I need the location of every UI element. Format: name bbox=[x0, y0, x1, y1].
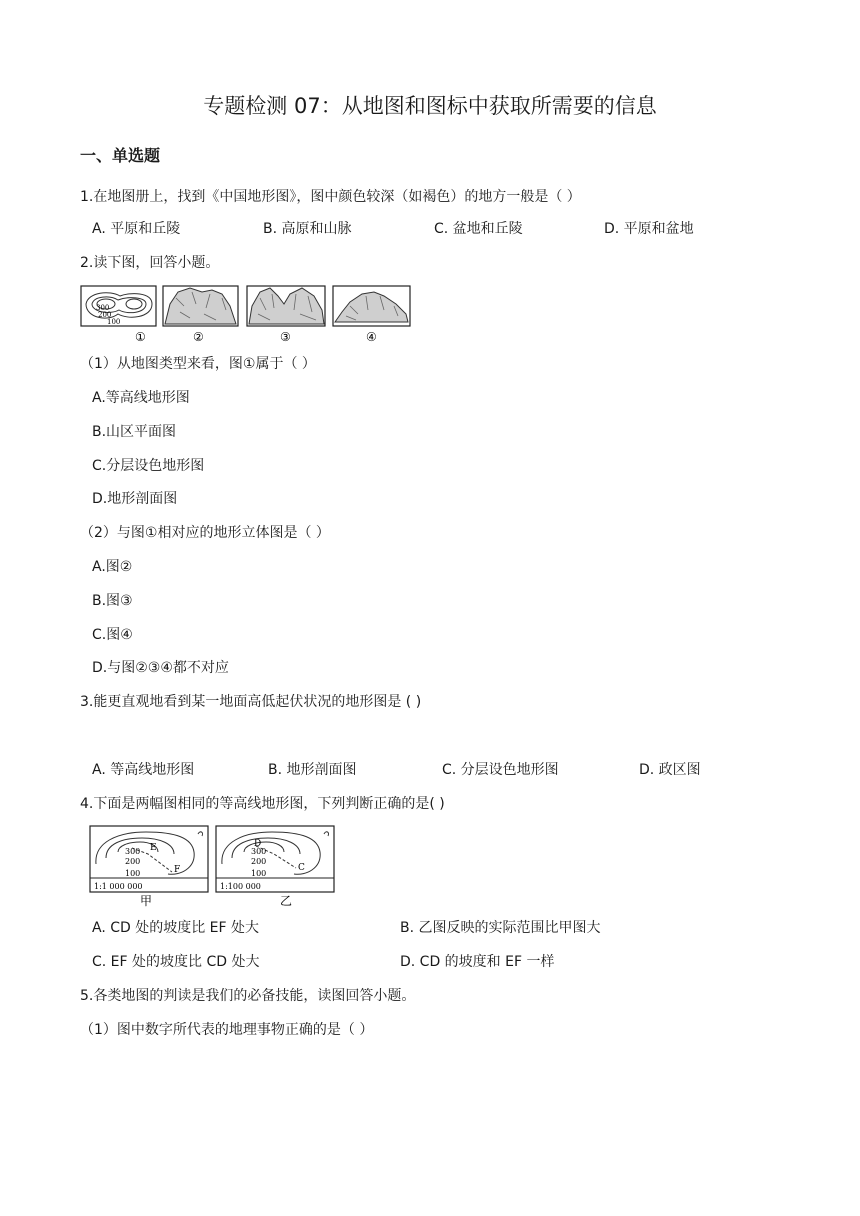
panel-label-2: ② bbox=[193, 330, 204, 344]
point-c-label: C bbox=[298, 863, 305, 873]
map-jia-label: 甲 bbox=[140, 894, 153, 908]
q3-option-b[interactable]: B. 地形剖面图 bbox=[268, 762, 357, 778]
contour-label-300: 300 bbox=[96, 304, 110, 312]
yi-contour-200: 200 bbox=[251, 857, 267, 866]
yi-contour-300: 300 bbox=[251, 847, 267, 856]
map-jia bbox=[90, 826, 208, 908]
q2-sub2-option-a[interactable]: A.图② bbox=[92, 559, 133, 575]
q3-option-c[interactable]: C. 分层设色地形图 bbox=[442, 762, 559, 778]
q2-sub2-text: （2）与图①相对应的地形立体图是（ ） bbox=[80, 525, 330, 541]
panel-label-3: ③ bbox=[280, 330, 291, 344]
question-2-text: 2.读下图，回答小题。 bbox=[80, 255, 220, 271]
panel-label-4: ④ bbox=[366, 330, 377, 344]
yi-contour-100: 100 bbox=[251, 869, 267, 878]
q2-sub1-option-a[interactable]: A.等高线地形图 bbox=[92, 390, 190, 406]
terrain-panel-3 bbox=[247, 286, 325, 326]
contour-map-panel bbox=[81, 286, 156, 326]
section-title: 一、单选题 bbox=[80, 146, 161, 165]
page-title: 专题检测 07：从地图和图标中获取所需要的信息 bbox=[203, 94, 657, 118]
q4-option-d[interactable]: D. CD 的坡度和 EF 一样 bbox=[400, 954, 555, 970]
q1-option-a[interactable]: A. 平原和丘陵 bbox=[92, 221, 181, 237]
terrain-figure bbox=[80, 284, 412, 346]
question-3-text: 3.能更直观地看到某一地面高低起伏状况的地形图是 ( ) bbox=[80, 694, 422, 710]
point-e-label: E bbox=[150, 843, 157, 853]
point-d-label: D bbox=[254, 839, 262, 849]
q1-option-b[interactable]: B. 高原和山脉 bbox=[263, 221, 352, 237]
q3-option-d[interactable]: D. 政区图 bbox=[639, 762, 701, 778]
contour-label-100: 100 bbox=[107, 318, 121, 326]
q2-sub1-option-b[interactable]: B.山区平面图 bbox=[92, 424, 177, 440]
q3-option-a[interactable]: A. 等高线地形图 bbox=[92, 762, 195, 778]
panel-label-1: ① bbox=[135, 330, 146, 344]
q4-option-a[interactable]: A. CD 处的坡度比 EF 处大 bbox=[92, 920, 260, 936]
q1-option-d[interactable]: D. 平原和盆地 bbox=[604, 221, 694, 237]
q2-sub2-option-c[interactable]: C.图④ bbox=[92, 627, 133, 643]
jia-contour-100: 100 bbox=[125, 869, 141, 878]
terrain-panel-4 bbox=[333, 286, 410, 326]
q2-sub1-option-c[interactable]: C.分层设色地形图 bbox=[92, 458, 205, 474]
q4-option-c[interactable]: C. EF 处的坡度比 CD 处大 bbox=[92, 954, 260, 970]
jia-contour-300: 300 bbox=[125, 847, 141, 856]
q4-option-b[interactable]: B. 乙图反映的实际范围比甲图大 bbox=[400, 920, 601, 936]
jia-scale: 1:1 000 000 bbox=[94, 882, 143, 891]
map-yi-label: 乙 bbox=[280, 894, 293, 908]
q2-sub2-option-b[interactable]: B.图③ bbox=[92, 593, 133, 609]
question-5-text: 5.各类地图的判读是我们的必备技能，读图回答小题。 bbox=[80, 988, 416, 1004]
jia-contour-200: 200 bbox=[125, 857, 141, 866]
q2-sub1-text: （1）从地图类型来看，图①属于（ ） bbox=[80, 356, 316, 372]
q2-sub1-option-d[interactable]: D.地形剖面图 bbox=[92, 491, 178, 507]
contour-comparison-figure bbox=[88, 824, 338, 908]
terrain-panel-2 bbox=[163, 286, 238, 326]
contour-label-200: 200 bbox=[98, 311, 112, 319]
yi-scale: 1:100 000 bbox=[220, 882, 261, 891]
question-1-text: 1.在地图册上，找到《中国地形图》，图中颜色较深（如褐色）的地方一般是（ ） bbox=[80, 189, 581, 205]
point-f-label: F bbox=[174, 865, 181, 875]
q5-sub1-text: （1）图中数字所代表的地理事物正确的是（ ） bbox=[80, 1022, 374, 1038]
question-4-text: 4.下面是两幅图相同的等高线地形图，下列判断正确的是( ) bbox=[80, 796, 445, 812]
map-yi bbox=[216, 826, 334, 908]
q1-option-c[interactable]: C. 盆地和丘陵 bbox=[434, 221, 523, 237]
q2-sub2-option-d[interactable]: D.与图②③④都不对应 bbox=[92, 660, 229, 676]
